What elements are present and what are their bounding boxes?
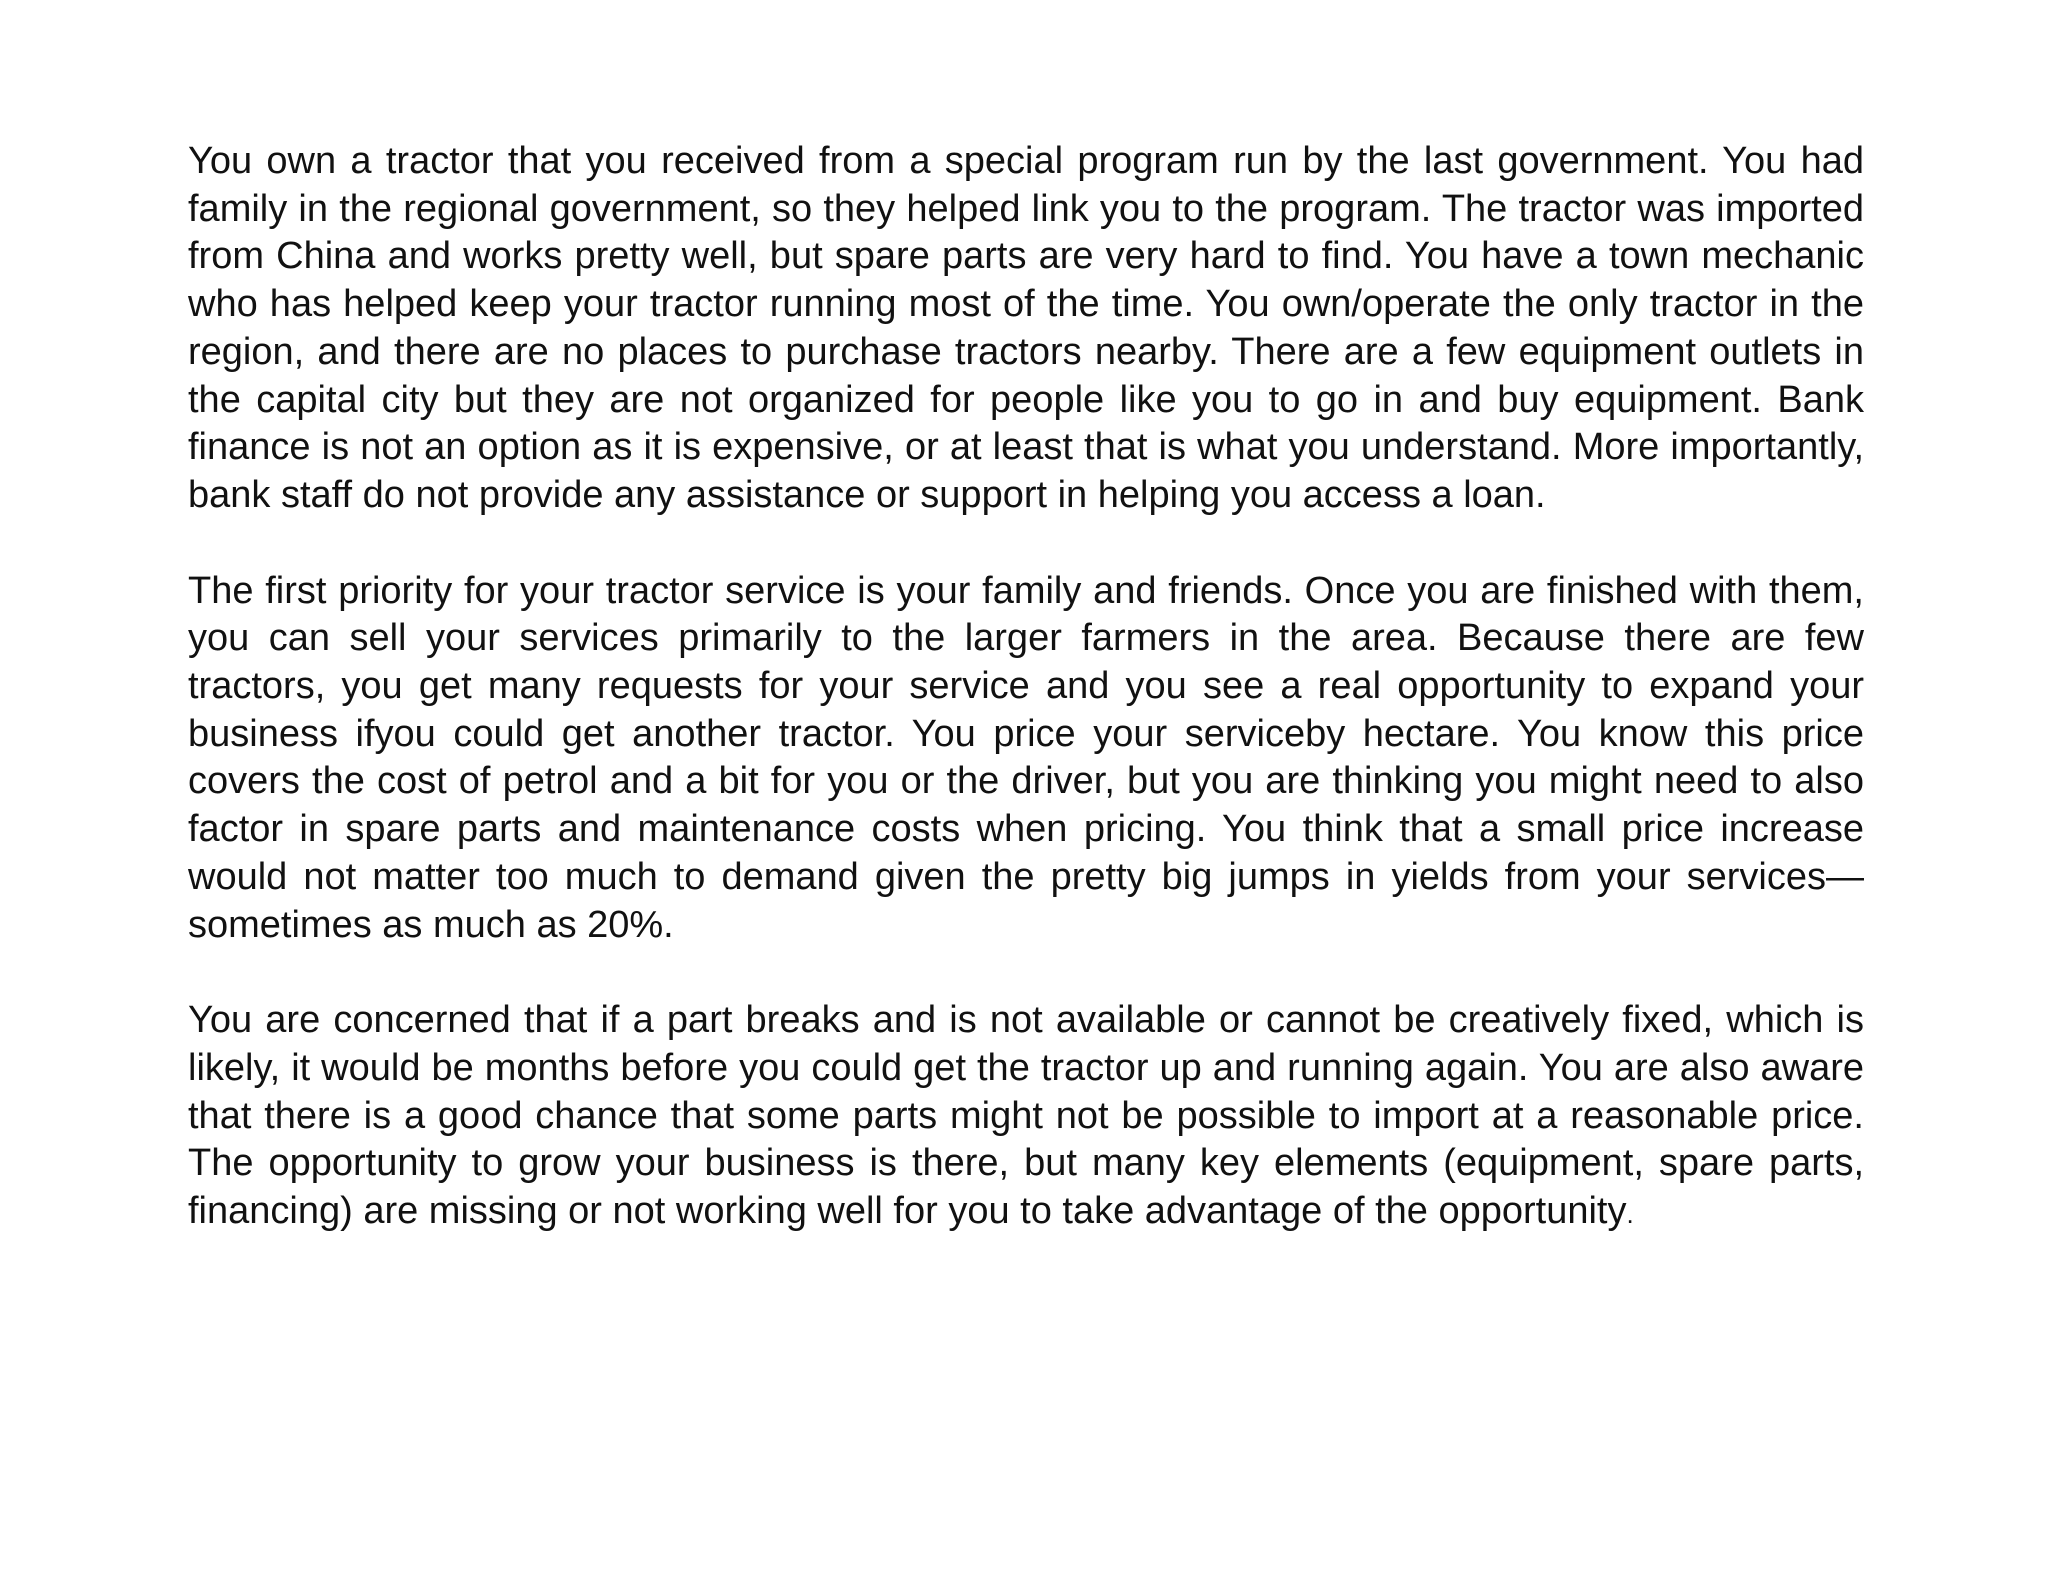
- paragraph-2: [188, 568, 1864, 950]
- document-body: [188, 138, 1864, 1239]
- paragraph-3-text: You are concerned that if a part breaks and is not available or cannot be creatively fixed, which is likely, it would be months before you could get the tractor up and running again. You are also aware that there is a good chance that some parts might not be possible to import at a reasonable price. The opportunity to grow your business is there, but many key elements (equipment, spare parts, financing) are missing or not working well for you to take advantage of the opportunity: [188, 999, 1864, 1233]
- paragraph-3-trailing-period: .: [1626, 1199, 1634, 1230]
- paragraph-1: [188, 138, 1864, 520]
- paragraph-3: [188, 997, 1864, 1239]
- paragraph-1-text: You own a tractor that you received from a special program run by the last government. You had family in the regional government, so they helped link you to the program. The tractor was imported from China and works pretty well, but spare parts are very hard to find. You have a town mechanic who has helped keep your tractor running most of the time. You own/operate the only tractor in the region, and there are no places to purchase tractors nearby. There are a few equipment outlets in the capital city but they are not organized for people like you to go in and buy equipment. Bank finance is not an option as it is expensive, or at least that is what you understand. More importantly, bank staff do not provide any assistance or support in helping you access a loan.: [188, 140, 1864, 516]
- paragraph-2-text: The first priority for your tractor service is your family and friends. Once you are finished with them, you can sell your services primarily to the larger farmers in the area. Because there are few tractors, you get many requests for your service and you see a real opportunity to expand your business ifyou could get another tractor. You price your serviceby hectare. You know this price covers the cost of petrol and a bit for you or the driver, but you are thinking you might need to also factor in spare parts and maintenance costs when pricing. You think that a small price increase would not matter too much to demand given the pretty big jumps in yields from your services—sometimes as much as 20%.: [188, 569, 1864, 946]
